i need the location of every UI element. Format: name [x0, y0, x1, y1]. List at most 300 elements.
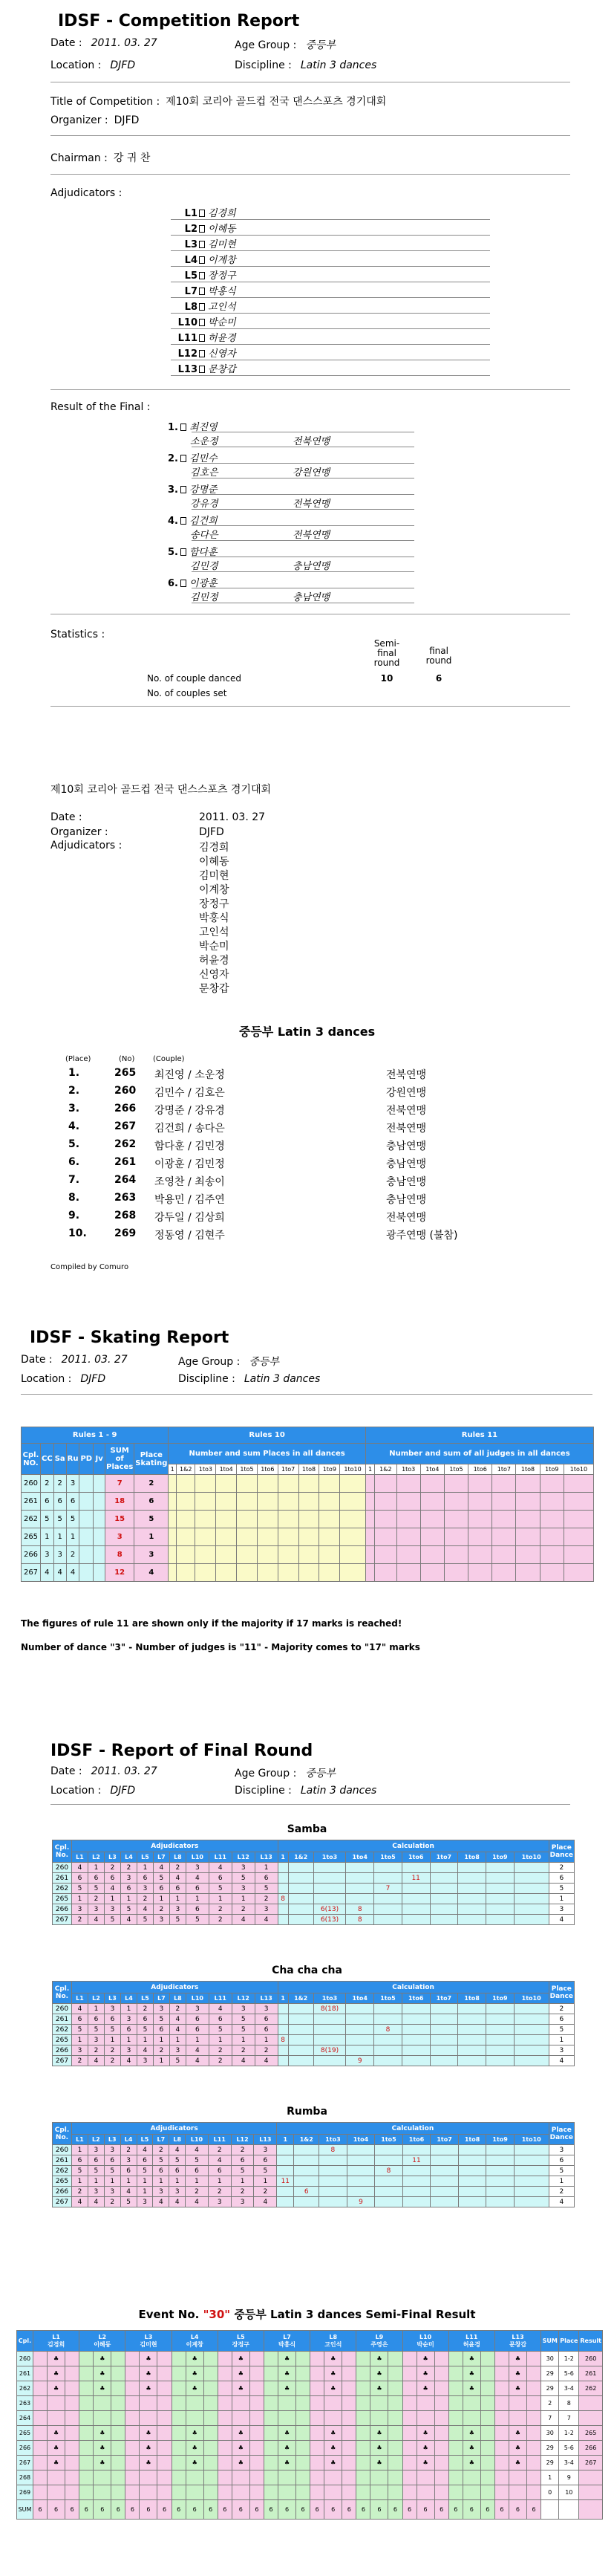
semi-mark-cell	[463, 2411, 480, 2426]
rules-11-header: Rules 11	[365, 1427, 593, 1444]
rule11-cell	[365, 1564, 374, 1582]
calc-cell	[346, 2014, 374, 2025]
semi-mark-cell	[310, 2411, 324, 2426]
semi-total-cell: 6	[370, 2500, 388, 2520]
summary-number: 269	[114, 1227, 137, 1239]
adjudicator-mark: 3	[137, 1884, 153, 1894]
adjudicator-col: L5	[137, 2135, 153, 2145]
calc-cell	[347, 2166, 375, 2176]
semi-total-cell: 6	[388, 2500, 402, 2520]
rule10-cell	[319, 1546, 340, 1564]
semi-mark-cell	[186, 2396, 203, 2411]
semi-mark-cell	[526, 2411, 540, 2426]
semi-total-cell: 6	[48, 2500, 65, 2520]
couple-number: 266	[53, 1904, 72, 1915]
semi-mark-cell	[370, 2396, 388, 2411]
summary-club: 전북연맹	[386, 1069, 427, 1081]
semi-mark-cell	[494, 2411, 509, 2426]
semi-judge-header	[494, 2331, 540, 2352]
semi-mark-cell	[111, 2352, 125, 2366]
couple-number: 267	[53, 2197, 72, 2207]
calc-cell	[346, 1884, 374, 1894]
summary-couple: 함다훈 / 김민경	[154, 1141, 225, 1152]
semi-mark-cell	[494, 2381, 509, 2396]
adjudicator-mark: 3	[169, 1904, 186, 1915]
club-mark-icon: ♣	[376, 2459, 382, 2466]
adjudicator-col: L10	[186, 1993, 209, 2004]
calc-col: 1	[278, 1993, 288, 2004]
club-mark-icon: ♣	[192, 2385, 197, 2392]
calc-cell: 6(13)	[313, 1915, 346, 1925]
semi-mark-cell	[278, 2470, 296, 2485]
semi-mark-cell	[324, 2441, 342, 2456]
adjudicator-col: L12	[232, 1852, 255, 1863]
semi-mark-cell	[417, 2411, 434, 2426]
summary-place: 10.	[68, 1227, 87, 1239]
rule10-cell	[298, 1475, 319, 1493]
semi-mark-cell	[402, 2396, 417, 2411]
semi-sum: 29	[541, 2381, 559, 2396]
summary-couple: 강두일 / 김상희	[154, 1212, 225, 1224]
adjudicator-mark: 4	[209, 2004, 232, 2014]
semi-mark-cell	[249, 2470, 264, 2485]
club-mark-icon: ♣	[284, 2385, 290, 2392]
couple-number: 262	[53, 2166, 72, 2176]
calc-cell	[319, 2166, 347, 2176]
adjudicator-mark: 6	[120, 2025, 137, 2035]
skating-place: 2	[134, 1475, 169, 1493]
semi-mark-cell	[509, 2426, 526, 2441]
result-label: Result of the Final :	[50, 401, 151, 413]
semi-row	[17, 2441, 603, 2456]
semi-mark-cell	[249, 2441, 264, 2456]
semi-mark-cell	[388, 2470, 402, 2485]
semi-total-cell: 6	[448, 2500, 463, 2520]
semi-mark-cell	[33, 2456, 48, 2470]
summary-club: 전북연맹	[386, 1212, 427, 1224]
checkbox-icon	[199, 288, 205, 295]
dance-header-row	[53, 1993, 575, 2004]
semi-mark-cell	[140, 2456, 157, 2470]
rule11-cell	[564, 1528, 593, 1546]
calc-cell	[277, 2197, 294, 2207]
semi-mark-cell	[509, 2456, 526, 2470]
rule10-cell	[216, 1493, 237, 1511]
underline	[192, 540, 414, 541]
adjudicator-col: L11	[208, 2135, 231, 2145]
dance-row	[53, 1915, 575, 1925]
adjudicator-name: 박홍식	[208, 286, 236, 297]
semi-mark-cell	[232, 2426, 249, 2441]
summary-organizer-label: Organizer :	[50, 826, 108, 838]
calc-cell	[458, 1904, 486, 1915]
adjudicator-mark: 3	[153, 2004, 169, 2014]
adjudicator-col: L7	[153, 1852, 169, 1863]
dance-place: 5	[66, 1511, 79, 1528]
adjudicator-mark: 1	[255, 2035, 278, 2045]
dance-place: 3	[53, 1546, 66, 1564]
rule11-cell	[396, 1564, 420, 1582]
semi-mark-cell	[48, 2381, 65, 2396]
rules-col-header: 1to5	[237, 1464, 258, 1475]
semi-mark-cell	[310, 2366, 324, 2381]
calc-cell: 8	[375, 2166, 403, 2176]
semi-mark-cell	[157, 2441, 172, 2456]
semi-mark-cell	[417, 2456, 434, 2470]
rule10-cell	[278, 1493, 298, 1511]
adjudicator-mark: 6	[72, 2155, 88, 2166]
club-mark-icon: ♣	[468, 2459, 474, 2466]
semi-total-cell: 6	[509, 2500, 526, 2520]
semi-mark-cell	[402, 2456, 417, 2470]
adjudicator-mark: 2	[72, 2056, 88, 2066]
semi-total-cell: 6	[232, 2500, 249, 2520]
semi-result: 266	[579, 2441, 603, 2456]
semi-mark-cell	[434, 2381, 448, 2396]
rule11-cell	[365, 1475, 374, 1493]
calc-cell	[430, 2056, 458, 2066]
skating-note-1: The figures of rule 11 are shown only if the majority if 17 marks is reached!	[21, 1618, 402, 1629]
semi-mark-cell	[79, 2352, 94, 2366]
calc-cell	[277, 2155, 294, 2166]
semi-result	[579, 2411, 603, 2426]
calc-cell	[514, 1884, 549, 1894]
semi-mark-cell	[186, 2352, 203, 2366]
calc-cell	[486, 2004, 514, 2014]
skating-header-row	[22, 1427, 594, 1444]
rule10-cell	[298, 1511, 319, 1528]
rule11-cell	[396, 1475, 420, 1493]
adjudicator-code: L13	[177, 364, 197, 375]
calc-col: 1&2	[294, 2135, 319, 2145]
checkbox-icon	[180, 424, 186, 431]
semi-mark-cell	[402, 2381, 417, 2396]
semi-mark-cell	[296, 2396, 310, 2411]
club-mark-icon: ♣	[515, 2444, 521, 2451]
semi-mark-cell	[264, 2441, 278, 2456]
adjudicator-col: L4	[120, 2135, 137, 2145]
calc-cell	[346, 1894, 374, 1904]
skating-discipline: Discipline : Latin 3 dances	[178, 1373, 321, 1385]
semi-total-cell: 6	[434, 2500, 448, 2520]
semi-mark-cell	[342, 2352, 356, 2366]
judge-name: 김경희	[48, 2340, 65, 2348]
semi-mark-cell	[342, 2366, 356, 2381]
semi-mark-cell	[310, 2396, 324, 2411]
semi-mark-cell	[402, 2485, 417, 2500]
calc-cell	[278, 2025, 288, 2035]
rule11-cell	[540, 1528, 564, 1546]
calc-cell	[278, 1873, 288, 1884]
couple-number: 265	[53, 1894, 72, 1904]
summary-club: 충남연맹	[386, 1194, 427, 1206]
dance-header-row	[53, 2135, 575, 2145]
adjudicator-col: L1	[72, 1993, 88, 2004]
summary-couple: 이광훈 / 김민정	[154, 1158, 225, 1170]
adjudicator-mark: 6	[104, 1873, 120, 1884]
adjudicator-mark: 4	[153, 1863, 169, 1873]
calc-cell	[294, 2166, 319, 2176]
semi-mark-cell	[157, 2366, 172, 2381]
adjudicators-header: Adjudicators	[72, 1840, 278, 1852]
semi-mark-cell	[324, 2352, 342, 2366]
result-club: 강원연맹	[293, 467, 330, 478]
semi-mark-cell	[232, 2411, 249, 2426]
result-place: 1.	[168, 422, 178, 433]
judge-name: 장정구	[232, 2340, 249, 2348]
dance-place-empty	[79, 1564, 94, 1582]
calc-col: 1&2	[288, 1993, 313, 2004]
semi-mark-cell	[94, 2441, 111, 2456]
semi-place: 3-4	[559, 2381, 579, 2396]
rule11-cell	[516, 1511, 540, 1528]
calc-cell	[514, 2056, 549, 2066]
semi-mark-cell	[448, 2352, 463, 2366]
calc-cell	[278, 2045, 288, 2056]
semi-mark-cell	[388, 2456, 402, 2470]
semi-place: 9	[559, 2470, 579, 2485]
result-place: 2.	[168, 453, 178, 464]
divider	[50, 706, 570, 707]
rules-col-header: 1to5	[444, 1464, 468, 1475]
adjudicator-mark: 6	[231, 2155, 254, 2166]
adjudicator-mark: 5	[169, 2155, 186, 2166]
adjudicator-mark: 3	[104, 2187, 120, 2197]
adjudicator-mark: 1	[169, 1894, 186, 1904]
sum-of-places: 3	[105, 1528, 134, 1546]
rule11-cell	[396, 1546, 420, 1564]
calc-cell	[514, 1894, 549, 1904]
adjudicator-mark: 4	[186, 2197, 209, 2207]
semi-mark-cell	[434, 2426, 448, 2441]
semi-mark-cell	[434, 2396, 448, 2411]
adjudicator-mark: 2	[232, 2045, 255, 2056]
adjudicator-mark: 6	[72, 1873, 88, 1884]
semi-mark-cell	[249, 2366, 264, 2381]
adjudicator-mark: 2	[104, 2045, 120, 2056]
adjudicator-mark: 3	[72, 1904, 88, 1915]
semi-mark-cell	[278, 2456, 296, 2470]
semi-total-cell: 6	[463, 2500, 480, 2520]
calc-col: 1to8	[458, 2135, 486, 2145]
adjudicator-mark: 2	[231, 2145, 254, 2155]
semi-mark-cell	[33, 2396, 48, 2411]
semi-mark-cell	[417, 2470, 434, 2485]
calc-cell	[486, 2056, 514, 2066]
adjudicator-mark: 3	[88, 2035, 104, 2045]
adjudicator-mark: 3	[88, 1904, 104, 1915]
calc-cell	[430, 1894, 458, 1904]
semi-judge-header	[356, 2331, 402, 2352]
rule10-cell	[278, 1528, 298, 1546]
semi-mark-cell	[48, 2470, 65, 2485]
rules-10-sub-header: Number and sum Places in all dances	[169, 1444, 366, 1464]
semi-mark-cell	[140, 2352, 157, 2366]
rules-col-header: 1to8	[516, 1464, 540, 1475]
semi-mark-cell	[65, 2441, 79, 2456]
adjudicator-mark: 2	[209, 2056, 232, 2066]
semi-sum: 29	[541, 2441, 559, 2456]
skating-place: 6	[134, 1493, 169, 1511]
semi-mark-cell	[388, 2441, 402, 2456]
rule11-cell	[492, 1493, 516, 1511]
semi-mark-cell	[448, 2366, 463, 2381]
semi-total-cell: 6	[94, 2500, 111, 2520]
calc-cell	[288, 1904, 313, 1915]
underline	[192, 525, 414, 526]
couple-number: 266	[53, 2045, 72, 2056]
calc-cell	[402, 2166, 431, 2176]
semi-sum: 30	[541, 2352, 559, 2366]
adjudicator-mark: 4	[120, 2187, 137, 2197]
couple-number: 269	[17, 2485, 33, 2500]
semi-row	[17, 2470, 603, 2485]
calc-cell: 7	[374, 1884, 402, 1894]
semi-mark-cell	[494, 2485, 509, 2500]
calc-cell	[458, 1915, 486, 1925]
judge-code: L8	[329, 2333, 338, 2340]
semi-mark-cell	[79, 2470, 94, 2485]
adjudicator-code: L4	[184, 255, 197, 266]
summary-club: 광주연맹 (불참)	[386, 1230, 458, 1242]
semi-mark-cell	[79, 2396, 94, 2411]
semi-mark-cell	[203, 2441, 218, 2456]
semi-mark-cell	[388, 2352, 402, 2366]
adjudicator-col: L10	[186, 1852, 209, 1863]
rule11-cell	[365, 1493, 374, 1511]
dance-row	[53, 2004, 575, 2014]
couple-number: 267	[22, 1564, 41, 1582]
result-lady: 김민정	[190, 592, 218, 603]
adjudicator-row	[171, 283, 490, 298]
adjudicator-mark: 2	[153, 2145, 169, 2155]
couple-number: 264	[17, 2411, 33, 2426]
place-header: Place Skating	[134, 1444, 169, 1475]
rule11-cell	[516, 1528, 540, 1546]
rule10-cell	[298, 1546, 319, 1564]
calc-cell	[458, 2045, 486, 2056]
rule11-cell	[420, 1511, 444, 1528]
semi-mark-cell	[111, 2366, 125, 2381]
semi-mark-cell	[278, 2352, 296, 2366]
calc-col: 1to3	[313, 1993, 346, 2004]
adjudicator-mark: 3	[120, 2045, 137, 2056]
adjudicator-mark: 3	[255, 2004, 278, 2014]
calc-cell	[278, 2004, 288, 2014]
semi-mark-cell	[463, 2441, 480, 2456]
semi-mark-cell	[324, 2470, 342, 2485]
semi-mark-cell	[402, 2441, 417, 2456]
rule11-cell	[492, 1475, 516, 1493]
semi-mark-cell	[296, 2485, 310, 2500]
adjudicator-mark: 1	[153, 2035, 169, 2045]
semi-mark-cell	[417, 2441, 434, 2456]
place-header: Place	[559, 2331, 579, 2352]
adjudicator-mark: 2	[153, 1904, 169, 1915]
divider	[50, 389, 570, 390]
semi-mark-cell	[65, 2456, 79, 2470]
club-mark-icon: ♣	[53, 2444, 59, 2451]
skating-report	[0, 1315, 614, 1731]
semi-mark-cell	[448, 2411, 463, 2426]
club-mark-icon: ♣	[192, 2459, 197, 2466]
semi-mark-cell	[526, 2441, 540, 2456]
club-mark-icon: ♣	[468, 2385, 474, 2392]
result-club: 전북연맹	[293, 530, 330, 541]
adjudicator-col: L3	[104, 2135, 120, 2145]
couple-number: 265	[22, 1528, 41, 1546]
semi-total-cell: 6	[111, 2500, 125, 2520]
couple-number: 261	[22, 1493, 41, 1511]
semi-mark-cell	[232, 2441, 249, 2456]
adjudicator-code: L12	[177, 348, 197, 360]
rule10-cell	[319, 1475, 340, 1493]
rules-col-header: 1to7	[492, 1464, 516, 1475]
adjudicator-code: L3	[184, 239, 197, 250]
semi-total-cell: 6	[296, 2500, 310, 2520]
calc-col: 1to10	[514, 1993, 549, 2004]
semi-mark-cell	[417, 2396, 434, 2411]
rule11-cell	[375, 1493, 396, 1511]
rule11-cell	[365, 1511, 374, 1528]
rule11-cell	[516, 1475, 540, 1493]
semi-mark-cell	[218, 2456, 232, 2470]
calc-col: 1to3	[313, 1852, 346, 1863]
adjudicator-mark: 1	[186, 2035, 209, 2045]
calc-cell	[313, 1863, 346, 1873]
calc-cell	[430, 1884, 458, 1894]
adjudicator-mark: 5	[186, 1915, 209, 1925]
calc-cell	[486, 2155, 515, 2166]
calc-cell	[402, 1904, 430, 1915]
calc-col: 1to6	[402, 1852, 430, 1863]
summary-adjudicator: 김미현	[199, 870, 229, 882]
judge-code: L1	[52, 2333, 60, 2340]
rule11-cell	[564, 1511, 593, 1528]
club-mark-icon: ♣	[192, 2355, 197, 2362]
adjudicator-row	[171, 299, 490, 314]
semi-mark-cell	[480, 2411, 494, 2426]
adjudicator-mark: 6	[209, 1873, 232, 1884]
calc-cell	[374, 1904, 402, 1915]
club-mark-icon: ♣	[146, 2355, 151, 2362]
adjudicator-mark: 4	[208, 2155, 231, 2166]
couple-number: 265	[53, 2035, 72, 2045]
rule10-cell	[176, 1546, 195, 1564]
calc-cell: 9	[346, 2056, 374, 2066]
semi-mark-cell	[526, 2470, 540, 2485]
checkbox-icon	[180, 486, 186, 493]
semi-mark-cell	[172, 2396, 186, 2411]
couple-number: 266	[22, 1546, 41, 1564]
calc-cell	[514, 2155, 549, 2166]
calc-cell	[374, 1863, 402, 1873]
semi-mark-cell	[264, 2352, 278, 2366]
calc-cell	[278, 2014, 288, 2025]
semi-mark-cell	[388, 2411, 402, 2426]
dance-place: 5	[41, 1511, 54, 1528]
rule10-cell	[237, 1493, 258, 1511]
semi-mark-cell	[356, 2456, 370, 2470]
club-mark-icon: ♣	[238, 2459, 244, 2466]
adjudicator-name: 신영자	[208, 348, 236, 360]
result-lady: 김호은	[190, 467, 218, 478]
rules-col-header: 1	[169, 1464, 177, 1475]
adjudicator-mark: 4	[169, 2014, 186, 2025]
calc-cell: 8(19)	[313, 2045, 346, 2056]
semi-mark-cell	[125, 2470, 140, 2485]
dance-place: 1	[53, 1528, 66, 1546]
